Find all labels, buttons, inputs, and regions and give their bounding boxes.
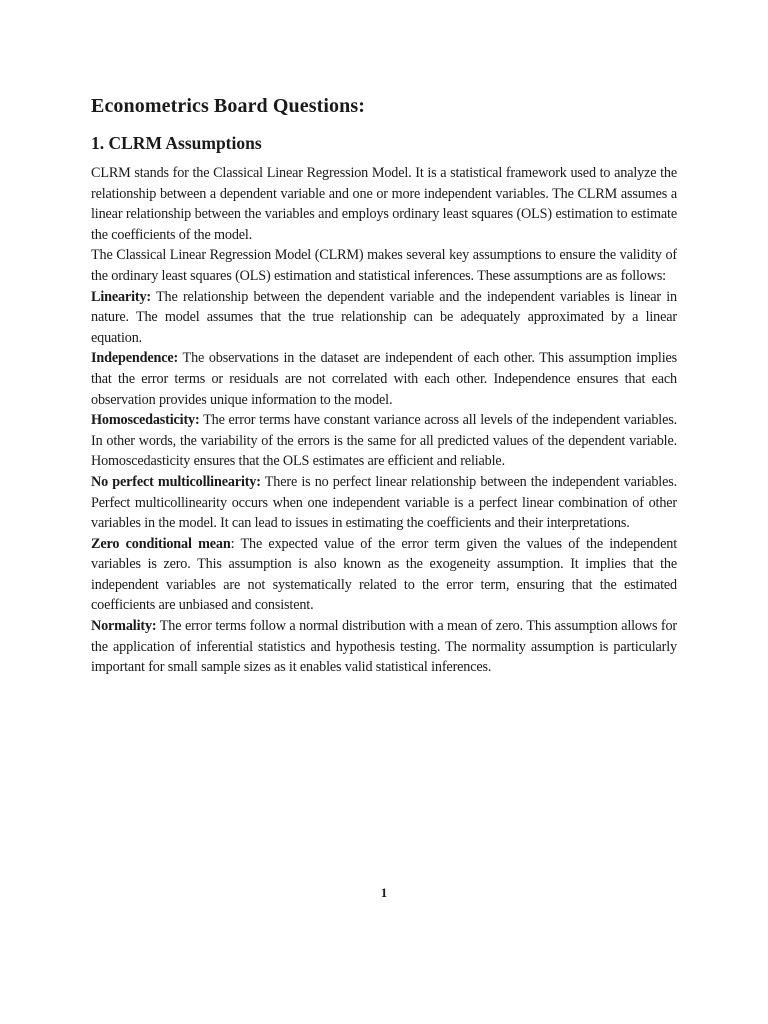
document-title: Econometrics Board Questions:	[91, 95, 365, 117]
assumption-text: The observations in the dataset are independent of each other. This assumption implies that the error terms or residuals are not correlated with each other. Independence ensures that each observation provides unique information to the model.	[91, 350, 677, 408]
intro-paragraph: The Classical Linear Regression Model (CLRM) makes several key assumptions to ensure the validity of the ordinary least squares (OLS) estimation and statistical inferences. These assumptions are as follows:	[91, 247, 677, 284]
assumption-text: : The expected value of the error term given the values of the independent variables is zero. This assumption is also known as the exogeneity assumption. It implies that the independent variables are not systematically related to the error term, ensuring that the estimated coefficients are unbiased and consistent.	[91, 535, 677, 614]
assumption-normality	[91, 616, 677, 678]
page-content	[91, 92, 677, 678]
assumption-text: The error terms have constant variance across all levels of the independent variables. In other words, the variability of the errors is the same for all predicted values of the dependent variable. Homoscedasticity ensures that the OLS estimates are efficient and reliable.	[91, 412, 677, 470]
assumption-term: No perfect multicollinearity:	[91, 473, 261, 490]
assumption-term: Linearity:	[91, 288, 151, 305]
assumption-independence	[91, 348, 677, 410]
intro-paragraph: CLRM stands for the Classical Linear Regression Model. It is a statistical framework used to analyze the relationship between a dependent variable and one or more independent variables. The CLRM assumes a linear relationship between the variables and employs ordinary least squares (OLS) estimation to estimate the coefficients of the model.	[91, 165, 677, 243]
assumption-linearity	[91, 287, 677, 349]
assumption-text: There is no perfect linear relationship between the independent variables. Perfect multicollinearity occurs when one independent variable is a perfect linear combination of other variables in the model. It can lead to issues in estimating the coefficients and their interpretations.	[91, 473, 677, 532]
assumption-no-perfect-multicollinearity	[91, 472, 677, 534]
assumption-term: Zero conditional mean	[91, 535, 231, 552]
assumption-term: Normality:	[91, 618, 157, 635]
assumption-homoscedasticity	[91, 410, 677, 472]
assumption-term: Independence:	[91, 350, 179, 367]
assumption-text: The error terms follow a normal distribution with a mean of zero. This assumption allows for the application of inferential statistics and hypothesis testing. The normality assumption is particularly important for small sample sizes as it enables valid statistical inferences.	[91, 618, 677, 676]
assumption-term: Homoscedasticity:	[91, 412, 200, 429]
page-number: 1	[380, 885, 388, 900]
assumption-text: The relationship between the dependent variable and the independent variables is linear in nature. The model assumes that the true relationship can be adequately approximated by a linear equation.	[91, 288, 677, 346]
assumption-zero-conditional-mean	[91, 534, 677, 616]
section-heading: 1. CLRM Assumptions	[91, 133, 262, 153]
intro-block	[91, 163, 677, 287]
